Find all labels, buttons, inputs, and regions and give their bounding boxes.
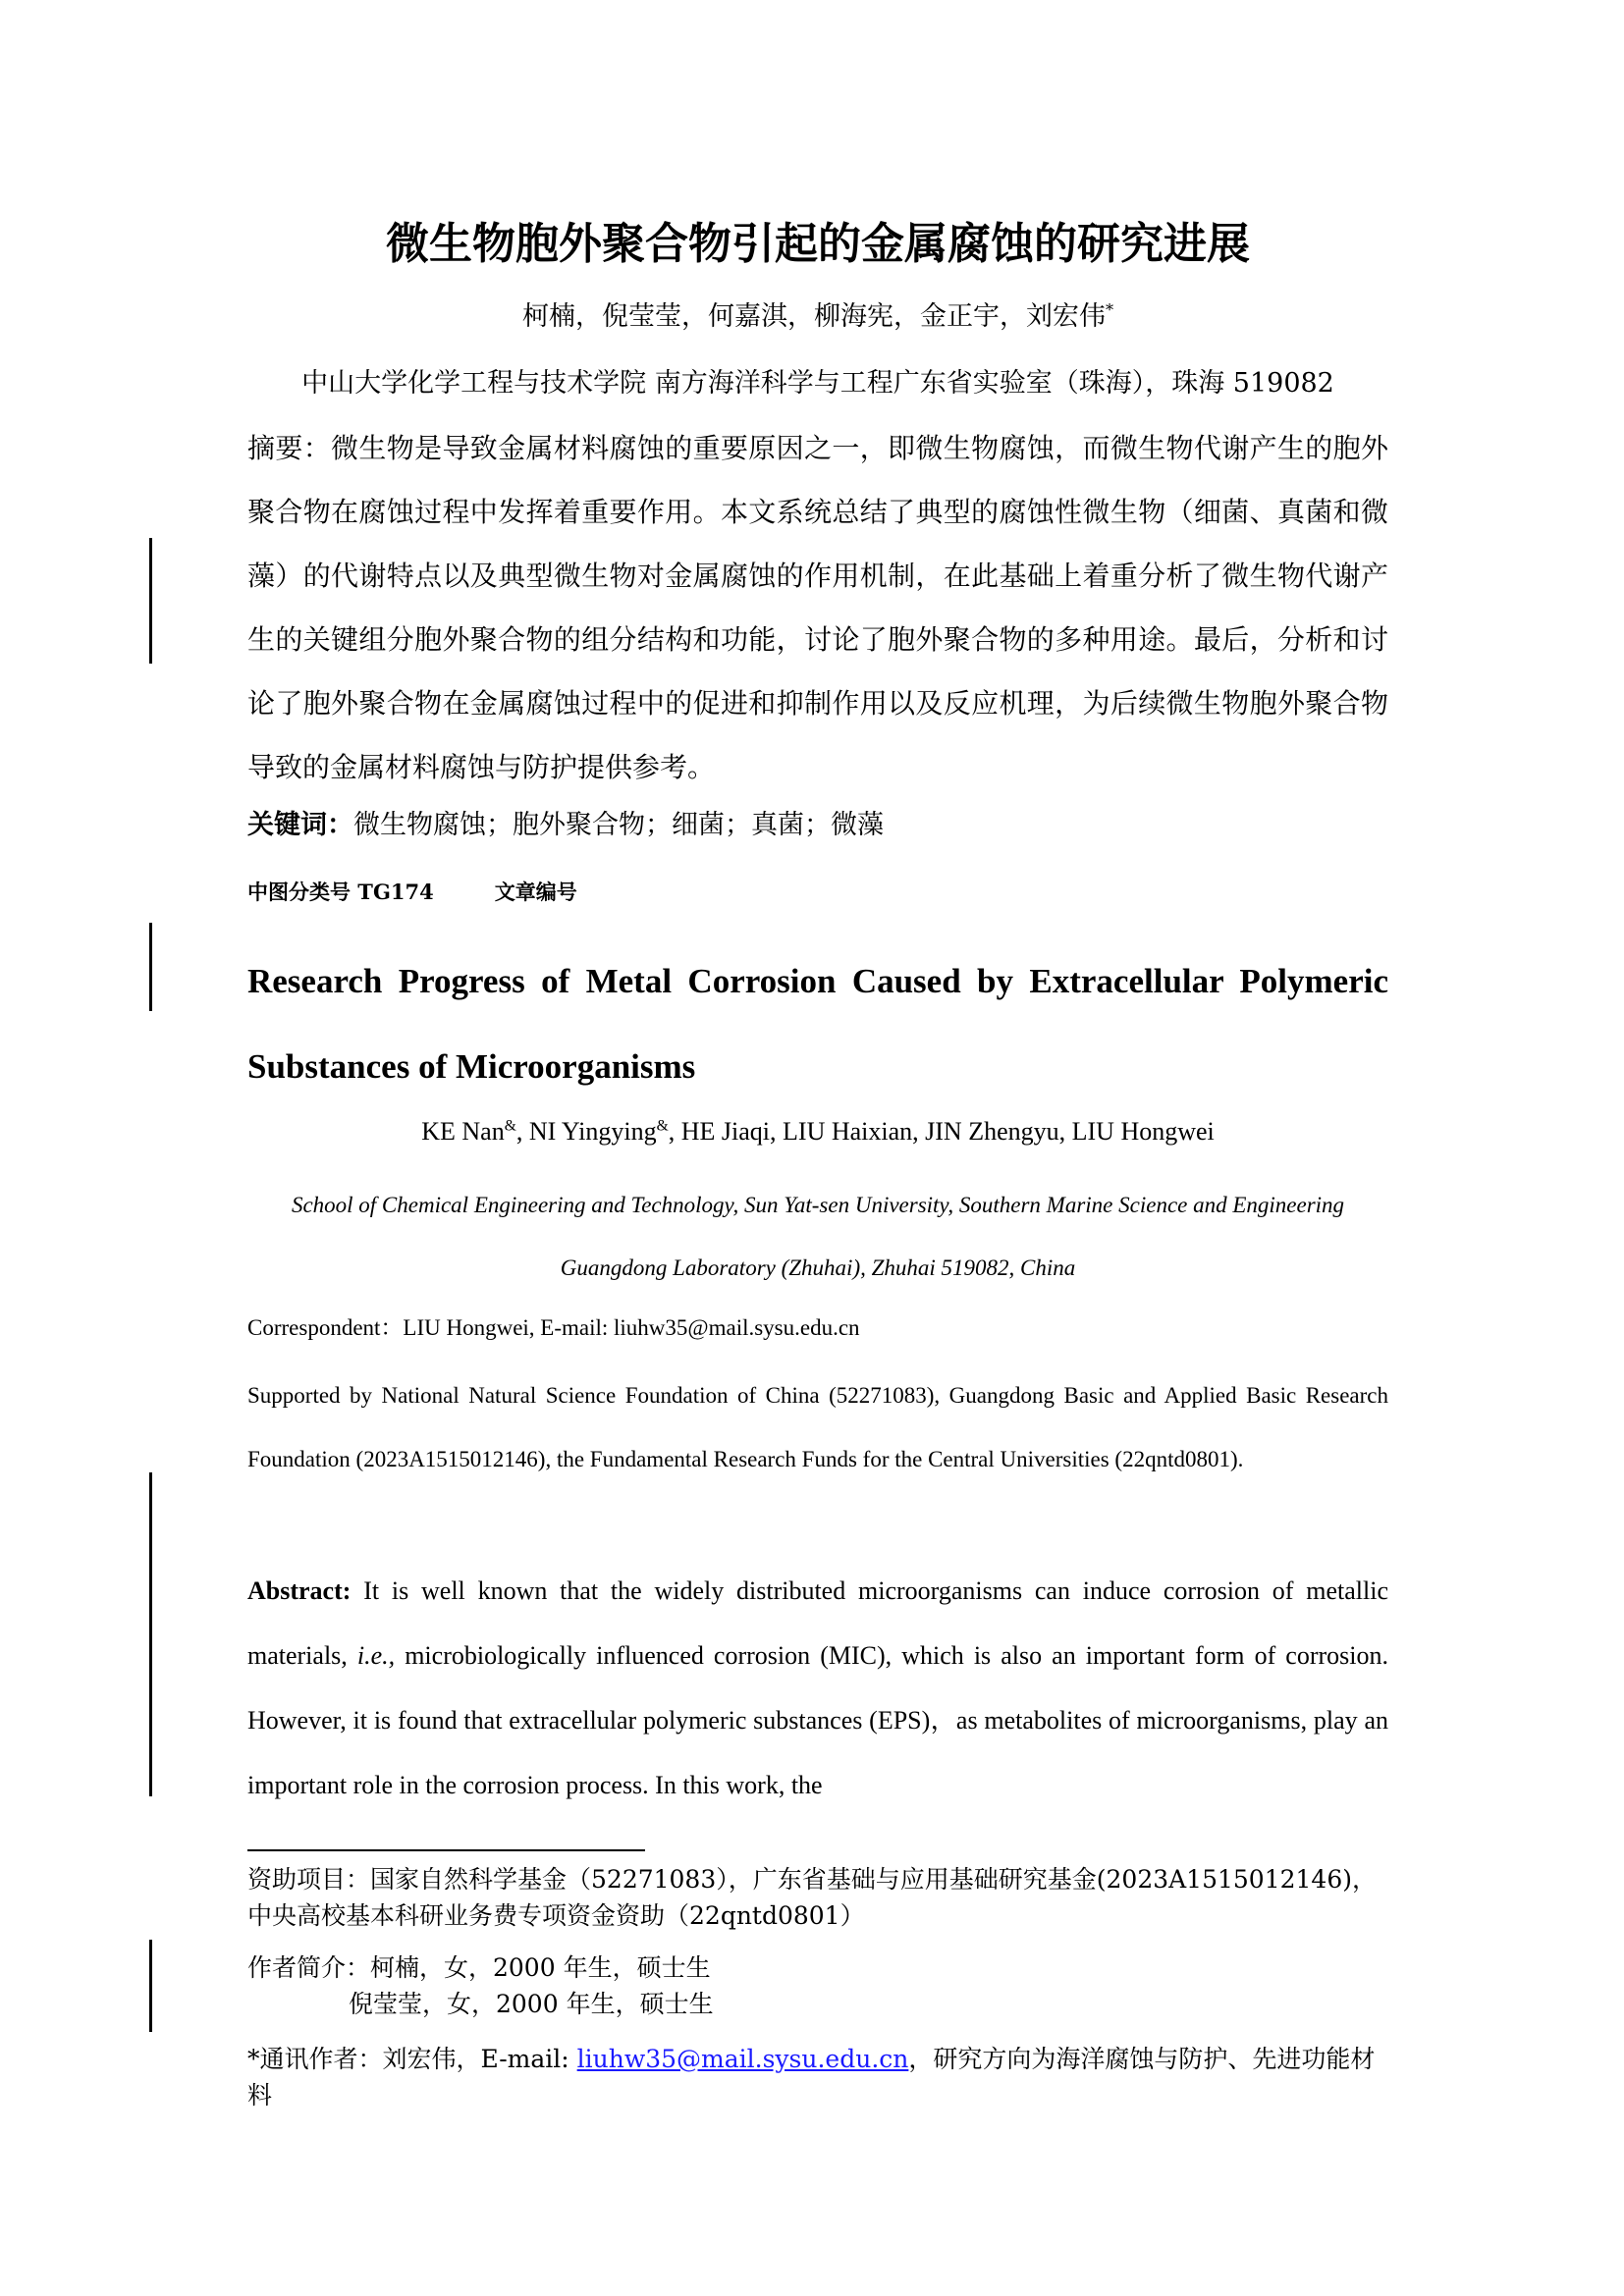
email-link[interactable]: liuhw35@mail.sysu.edu.cn <box>576 2045 909 2073</box>
authors-cn: 柯楠，倪莹莹，何嘉淇，柳海宪，金正宇，刘宏伟* <box>521 300 1114 332</box>
margin-change-bar <box>149 1940 152 2032</box>
clc-label: 中图分类号 TG174 <box>247 880 434 904</box>
supported-by: Supported by National Natural Science Foundation of China (52271083), Guangdong Basic and Applied Basic Research Foundation (2023A1515012146), the Fundamental Research Funds for the Central Universities (22qntd0801). <box>247 1383 1388 1471</box>
abstract-cn: 摘要：微生物是导致金属材料腐蚀的重要原因之一，即微生物腐蚀，而微生物代谢产生的胞外聚合物在腐蚀过程中发挥着重要作用。本文系统总结了典型的腐蚀性微生物（细菌、真菌和微藻）的代谢特点以及典型微生物对金属腐蚀的作用机制，在此基础上着重分析了微生物代谢产生的关键组分胞外聚合物的组分结构和功能，讨论了胞外聚合物的多种用途。最后，分析和讨论了胞外聚合物在金属腐蚀过程中的促进和抑制作用以及反应机理，为后续微生物胞外聚合物导致的金属材料腐蚀与防护提供参考。 <box>247 432 1388 783</box>
footnote-funding: 资助项目：国家自然科学基金（52271083），广东省基础与应用基础研究基金(2023A1515012146)，中央高校基本科研业务费专项资金资助（22qntd0801） <box>247 1865 1377 1930</box>
footnote-divider <box>247 1849 645 1851</box>
margin-change-bar <box>149 923 152 1011</box>
affiliation-en: School of Chemical Engineering and Technology, Sun Yat-sen University, Southern Marine Science and Engineering Guangdong Laboratory (Zhuhai), Zhuhai 519082, China <box>291 1193 1345 1280</box>
footnote-corresponding-author: *通讯作者：刘宏伟，E-mail: liuhw35@mail.sysu.edu.cn，研究方向为海洋腐蚀与防护、先进功能材料 <box>247 2045 1376 2109</box>
correspondent: Correspondent：LIU Hongwei, E-mail: liuhw35@mail.sysu.edu.cn <box>247 1315 860 1340</box>
margin-change-bar <box>149 1472 152 1796</box>
keywords-list: 微生物腐蚀；胞外聚合物；细菌；真菌；微藻 <box>353 810 884 840</box>
abstract-en-label: Abstract: <box>247 1576 352 1605</box>
title-en: Research Progress of Metal Corrosion Caused by Extracellular Polymeric Substances of Microorganisms <box>247 962 1388 1086</box>
keywords-label: 关键词： <box>247 810 353 840</box>
margin-change-bar <box>149 538 152 664</box>
article-number-label: 文章编号 <box>494 880 577 904</box>
authors-en: KE Nan&, NI Yingying&, HE Jiaqi, LIU Haixian, JIN Zhengyu, LIU Hongwei <box>421 1117 1215 1146</box>
abstract-en: Abstract: It is well known that the widely distributed microorganisms can induce corrosion of metallic materials, i.e., microbiologically influenced corrosion (MIC), which is also an important form of corrosion. However, it is found that extracellular polymeric substances (EPS)，as metabolites of microorganisms, play an important role in the corrosion process. In this work, the <box>247 1576 1389 1799</box>
footnote-author-bio: 作者简介：柯楠，女，2000 年生，硕士生 倪莹莹，女，2000 年生，硕士生 <box>247 1953 714 2018</box>
classification-line <box>247 877 577 906</box>
title-cn: 微生物胞外聚合物引起的金属腐蚀的研究进展 <box>386 219 1250 269</box>
keywords <box>247 803 884 841</box>
affiliation-cn: 中山大学化学工程与技术学院 南方海洋科学与工程广东省实验室（珠海），珠海 519082 <box>301 368 1334 399</box>
